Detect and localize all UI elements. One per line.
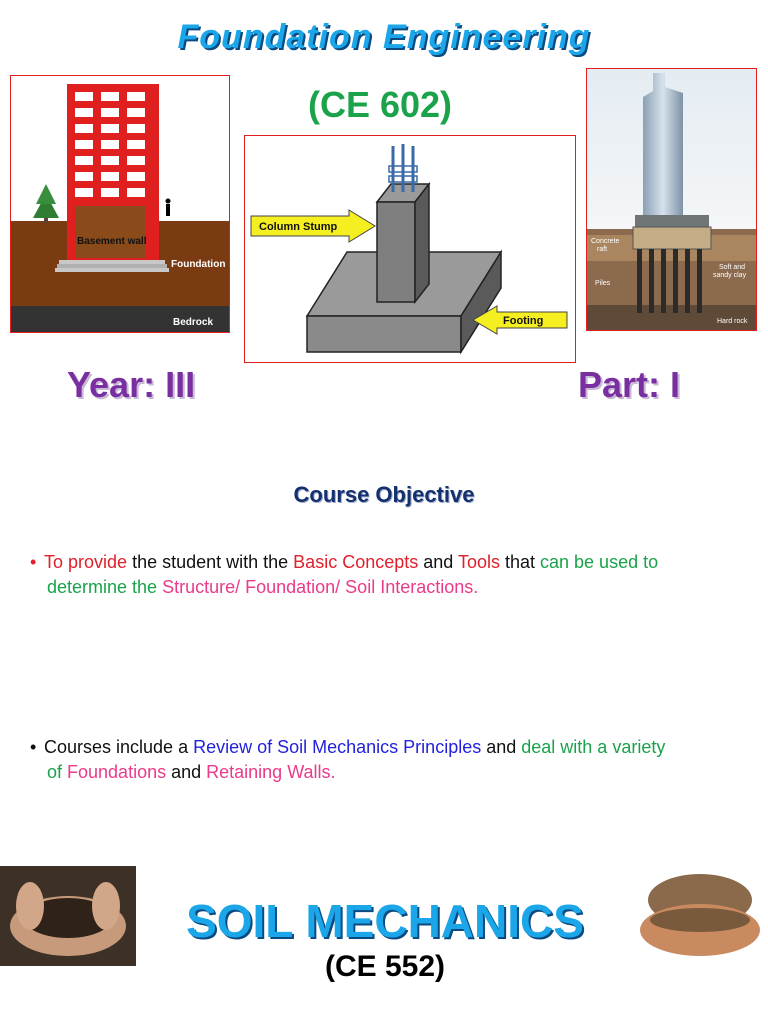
year-label: Year: III [67, 364, 196, 405]
piles-illustration [587, 69, 756, 330]
course-code: (CE 602) [307, 84, 453, 125]
soft-label: Soft and [719, 264, 746, 271]
bullet-dot: • [30, 552, 37, 572]
soil-hands-left-image [0, 866, 136, 966]
clay-label: sandy clay [713, 272, 747, 279]
building-figure [10, 75, 230, 333]
footing-illustration [245, 136, 575, 362]
soil-mechanics-title: SOIL MECHANICS [186, 895, 584, 947]
hard-rock-label: Hard rock [717, 318, 748, 325]
footing-figure [244, 135, 576, 363]
objective-bullet-2 [30, 735, 740, 785]
objective-heading: Course Objective [293, 482, 475, 507]
bedrock-label: Bedrock [173, 317, 214, 328]
objective-bullet-1 [30, 550, 740, 600]
footing-label: Footing [503, 315, 544, 327]
bullet-line: • To provide the student with the Basic Concepts and Tools that can be used to [30, 550, 740, 575]
piles-label: Piles [595, 280, 611, 287]
page-title: Foundation Engineering [177, 18, 591, 56]
building-illustration [11, 76, 229, 332]
piles-figure [586, 68, 757, 331]
bullet-line: • Courses include a Review of Soil Mechanics Principles and deal with a variety [30, 735, 740, 760]
bullet-line: determine the Structure/ Foundation/ Soil Interactions. [47, 577, 479, 597]
foundation-label: Foundation [171, 259, 226, 270]
column-stump-label: Column Stump [259, 221, 338, 233]
soil-course-code: (CE 552) [324, 950, 446, 983]
part-label: Part: I [578, 364, 681, 405]
soil-hands-right-image [630, 864, 768, 964]
bullet-line: of Foundations and Retaining Walls. [47, 762, 336, 782]
basement-label: Basement wall [77, 236, 147, 247]
concrete-label: Concrete [591, 238, 620, 245]
raft-label: raft [597, 246, 608, 253]
bullet-dot: • [30, 737, 37, 757]
